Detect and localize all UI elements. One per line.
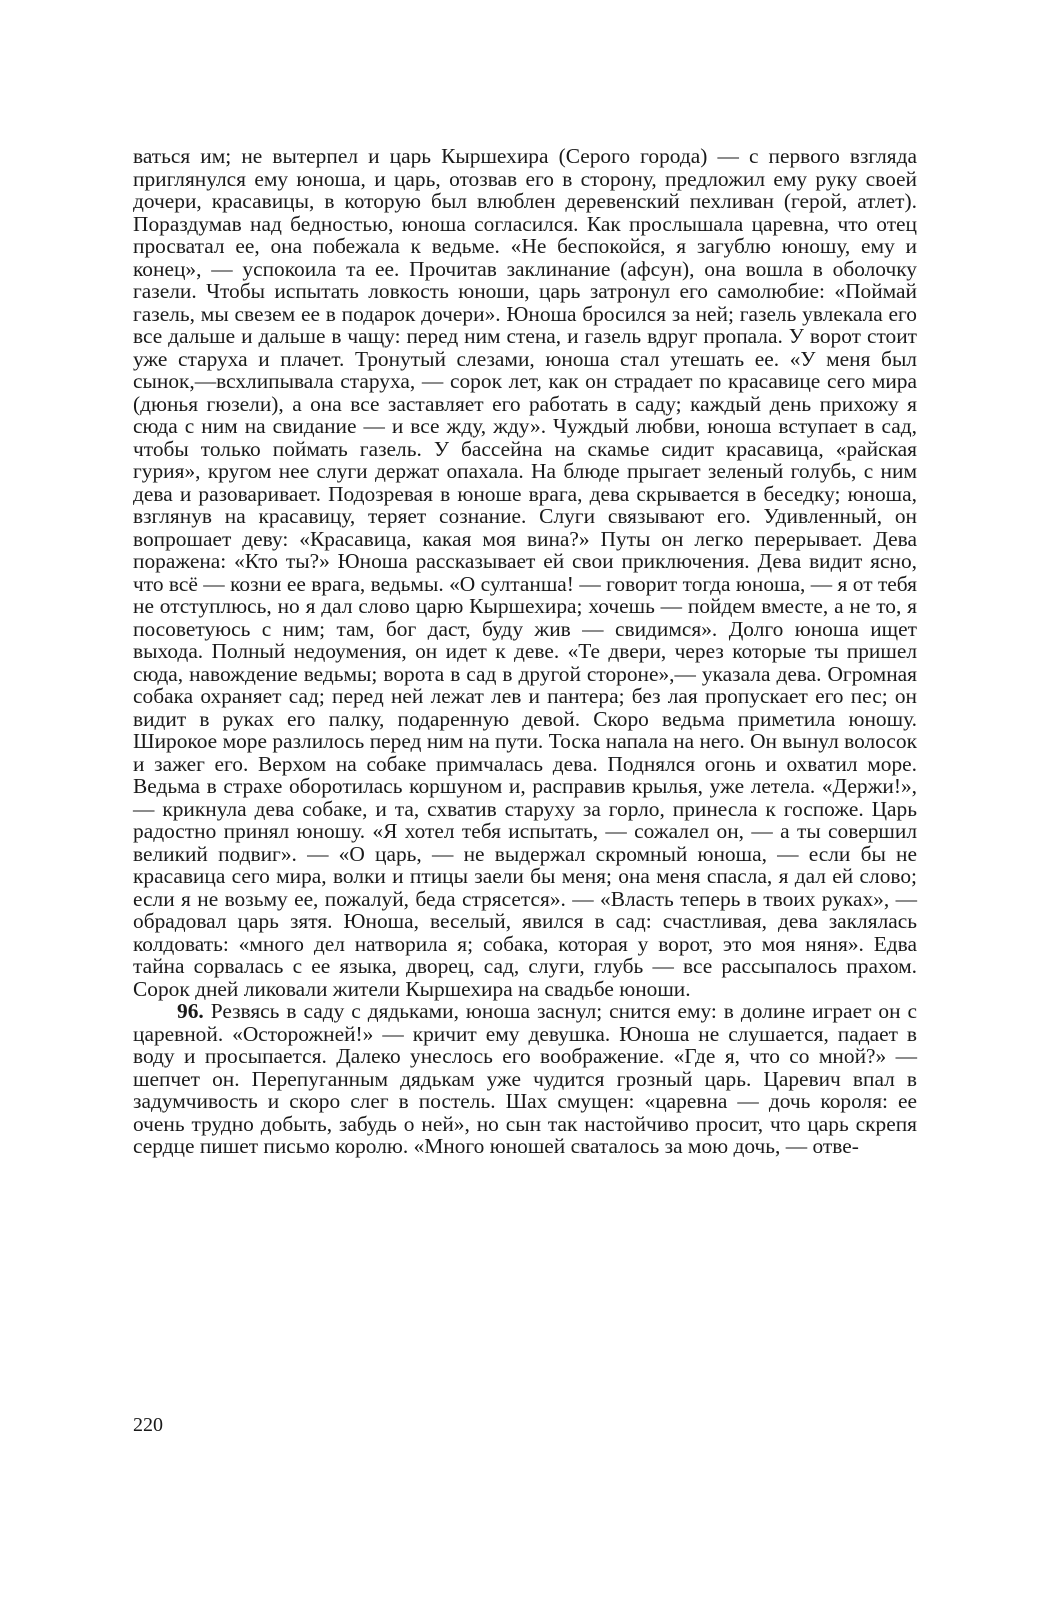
paragraph-number: 96. bbox=[177, 999, 204, 1023]
page-text bbox=[133, 145, 917, 1158]
paragraph-text: Резвясь в саду с дядьками, юноша заснул; снится ему: в долине играет он с царевной. «Осторожней!» — кричит ему девушка. Юноша не слушается, падает в воду и просыпается. Далеко унеслось его воображение. «Где я, что со мной?» — шепчет он. Перепуганным дядькам уже чудится грозный царь. Царевич впал в задумчивость и скоро слег в постель. Шах смущен: «царевна — дочь короля: ее очень трудно добыть, забудь о ней», но сын так настойчиво просит, что царь скрепя сердце пишет письмо королю. «Много юношей сваталось за мою дочь, — отве- bbox=[133, 999, 917, 1158]
paragraph-text: ваться им; не вытерпел и царь Кыршехира (Серого города) — с первого взгляда приглянулся ему юноша, и царь, отозвав его в сторону, предложил ему руку своей дочери, красавицы, в которую был влюблен деревенский пехливан (герой, атлет). Пораздумав над бедностью, юноша согласился. Как прослышала царевна, что отец просватал ее, она побежала к ведьме. «Не беспокойся, я загублю юношу, ему и конец», — успокоила та ее. Прочитав заклинание (афсун), она вошла в оболочку газели. Чтобы испытать ловкость юноши, царь затронул его самолюбие: «Поймай газель, мы свезем ее в подарок дочери». Юноша бросился за ней; газель увлекала его все дальше и дальше в чащу: перед ним стена, и газель вдруг пропала. У ворот стоит уже старуха и плачет. Тронутый слезами, юноша стал утешать ее. «У меня был сынок,—всхлипывала старуха, — сорок лет, как он страдает по красавице сего мира (дюнья гюзели), а она все заставляет его работать в саду; каждый день прихожу я сюда с ним на свидание — и все жду, жду». Чуждый любви, юноша вступает в сад, чтобы только поймать газель. У бассейна на скамье сидит красавица, «райская гурия», кругом нее слуги держат опахала. На блюде прыгает зеленый голубь, с ним дева и разоваривает. Подозревая в юноше врага, дева скрывается в беседку; юноша, взглянув на красавицу, теряет сознание. Слуги связывают его. Удивленный, он вопрошает деву: «Красавица, какая моя вина?» Путы он легко перерывает. Дева поражена: «Кто ты?» Юноша рассказывает ей свои приключения. Дева видит ясно, что всё — козни ее врага, ведьмы. «О султанша! — говорит тогда юноша, — я от тебя не отступлюсь, но я дал слово царю Кыршехира; хочешь — пойдем вместе, а не то, я посоветуюсь с ним; там, бог даст, буду жив — свидимся». Долго юноша ищет выхода. Полный недоумения, он идет к деве. «Те двери, через которые ты пришел сюда, навождение ведьмы; ворота в сад в другой стороне»,— указала дева. Огромная собака охраняет сад; перед ней лежат лев и пантера; без лая пропускает его пес; он видит в руках его палку, подаренную девой. Скоро ведьма приметила юношу. Широкое море разлилось перед ним на пути. Тоска напала на него. Он вынул волосок и зажег его. Верхом на собаке примчалась дева. Поднялся огонь и охватил море. Ведьма в страхе оборотилась коршуном и, расправив крылья, уже летела. «Держи!», — крикнула дева собаке, и та, схватив старуху за горло, принесла к госпоже. Царь радостно принял юношу. «Я хотел тебя испытать, — сожалел он, — а ты совершил великий подвиг». — «О царь, — не выдержал скромный юноша, — если бы не красавица сего мира, волки и птицы заели бы меня; она меня спасла, я дал ей слово; если я не возьму ее, пожалуй, беда стрясется». — «Власть теперь в твоих руках», — обрадовал царь зятя. Юноша, веселый, явился в сад: счастливая, дева заклялась колдовать: «много дел натворила я; собака, которая у ворот, это моя няня». Едва тайна сорвалась с ее языка, дворец, сад, слуги, глубь — все рассыпалось прахом. Сорок дней ликовали жители Кыршехира на свадьбе юноши. bbox=[133, 144, 917, 1001]
paragraph-continued bbox=[133, 145, 917, 1000]
paragraph-96 bbox=[133, 1000, 917, 1158]
page-number: 220 bbox=[133, 1414, 163, 1436]
